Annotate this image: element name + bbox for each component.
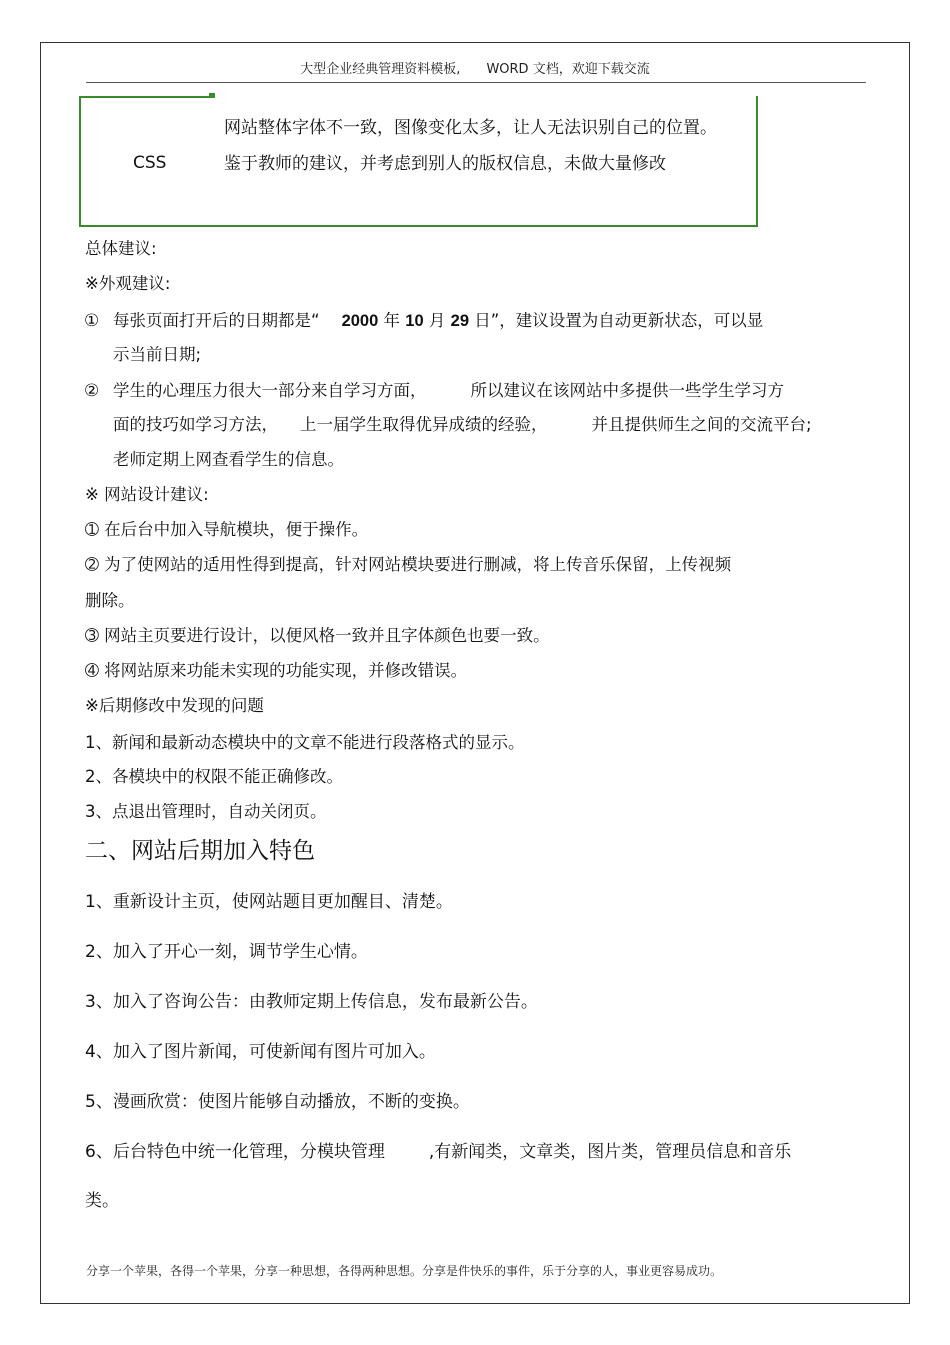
item1-line1 <box>113 309 763 333</box>
css-label: CSS <box>133 153 167 173</box>
item2-text-b2: 上一届学生取得优异成绩的经验， <box>300 415 548 434</box>
item2-line3: 老师定期上网查看学生的信息。 <box>113 450 344 469</box>
item2-line1 <box>113 379 784 403</box>
design-item-2-cont: 删除。 <box>85 591 135 610</box>
feature-6-cont: 类。 <box>85 1191 119 1211</box>
section-title: 二、网站后期加入特色 <box>85 838 315 864</box>
overall-heading: 总体建议: <box>85 239 157 258</box>
design-heading: ※ 网站设计建议: <box>85 485 209 504</box>
design-item-4: ➃ 将网站原来功能未实现的功能实现，并修改错误。 <box>85 661 468 680</box>
item1-month: 10 <box>405 312 424 330</box>
css-description: 网站整体字体不一致，图像变化太多，让人无法识别自己的位置。鉴于教师的建议，并考虑到别人的版权信息，未做大量修改 <box>224 118 717 174</box>
item1-year: 2000 <box>341 312 379 330</box>
feature-4: 4、加入了图片新闻，可使新闻有图片可加入。 <box>85 1042 436 1062</box>
page-header <box>86 58 864 80</box>
item1-year-unit: 年 <box>383 311 401 330</box>
header-left: 大型企业经典管理资料模板, <box>300 62 461 77</box>
header-right: WORD 文档，欢迎下载交流 <box>486 62 650 77</box>
header-rule <box>86 82 866 83</box>
feature-1: 1、重新设计主页，使网站题目更加醒目、清楚。 <box>85 892 453 912</box>
css-table-row <box>79 96 758 227</box>
later-item-2: 2、各模块中的权限不能正确修改。 <box>85 767 343 786</box>
feature-6 <box>85 1140 791 1164</box>
item2-text-a1: 学生的心理压力很大一部分来自学习方面， <box>113 381 427 400</box>
item1-marker: ① <box>84 311 100 331</box>
feature-3: 3、加入了咨询公告：由教师定期上传信息，发布最新公告。 <box>85 992 538 1012</box>
css-box-corner-tick <box>209 93 215 96</box>
css-box-top-border <box>79 96 215 98</box>
feature-6-b: ,有新闻类，文章类，图片类，管理员信息和音乐 <box>428 1142 792 1162</box>
item2-text-b1: 面的技巧如学习方法， <box>113 415 278 434</box>
feature-6-a: 6、后台特色中统一化管理，分模块管理 <box>85 1142 385 1162</box>
item1-text-a: 每张页面打开后的日期都是“ <box>113 311 320 330</box>
item1-month-unit: 月 <box>428 311 446 330</box>
later-item-3: 3、点退出管理时，自动关闭页。 <box>85 802 327 821</box>
later-item-1: 1、新闻和最新动态模块中的文章不能进行段落格式的显示。 <box>85 733 525 752</box>
item2-marker: ② <box>84 381 100 401</box>
page-footer: 分享一个苹果，各得一个苹果，分享一种思想，各得两种思想。分享是件快乐的事件，乐于分享的人，事业更容易成功。 <box>86 1264 723 1278</box>
design-item-2: ➁ 为了使网站的适用性得到提高，针对网站模块要进行删减，将上传音乐保留，上传视频 <box>85 555 732 574</box>
item2-line2 <box>113 413 812 437</box>
design-item-1: ➀ 在后台中加入导航模块，便于操作。 <box>85 520 369 539</box>
design-item-3: ➂ 网站主页要进行设计，以便风格一致并且字体颜色也要一致。 <box>85 626 550 645</box>
item1-text-b: 日”，建议设置为自动更新状态，可以显 <box>474 311 764 330</box>
item2-text-a2: 所以建议在该网站中多提供一些学生学习方 <box>470 381 784 400</box>
later-heading: ※后期修改中发现的问题 <box>85 696 264 715</box>
item1-line2: 示当前日期; <box>113 345 202 364</box>
appearance-heading: ※外观建议: <box>85 274 171 293</box>
item1-day: 29 <box>450 312 469 330</box>
feature-5: 5、漫画欣赏：使图片能够自动播放，不断的变换。 <box>85 1092 470 1112</box>
feature-2: 2、加入了开心一刻，调节学生心情。 <box>85 942 368 962</box>
item2-text-b3: 并且提供师生之间的交流平台; <box>591 415 812 434</box>
